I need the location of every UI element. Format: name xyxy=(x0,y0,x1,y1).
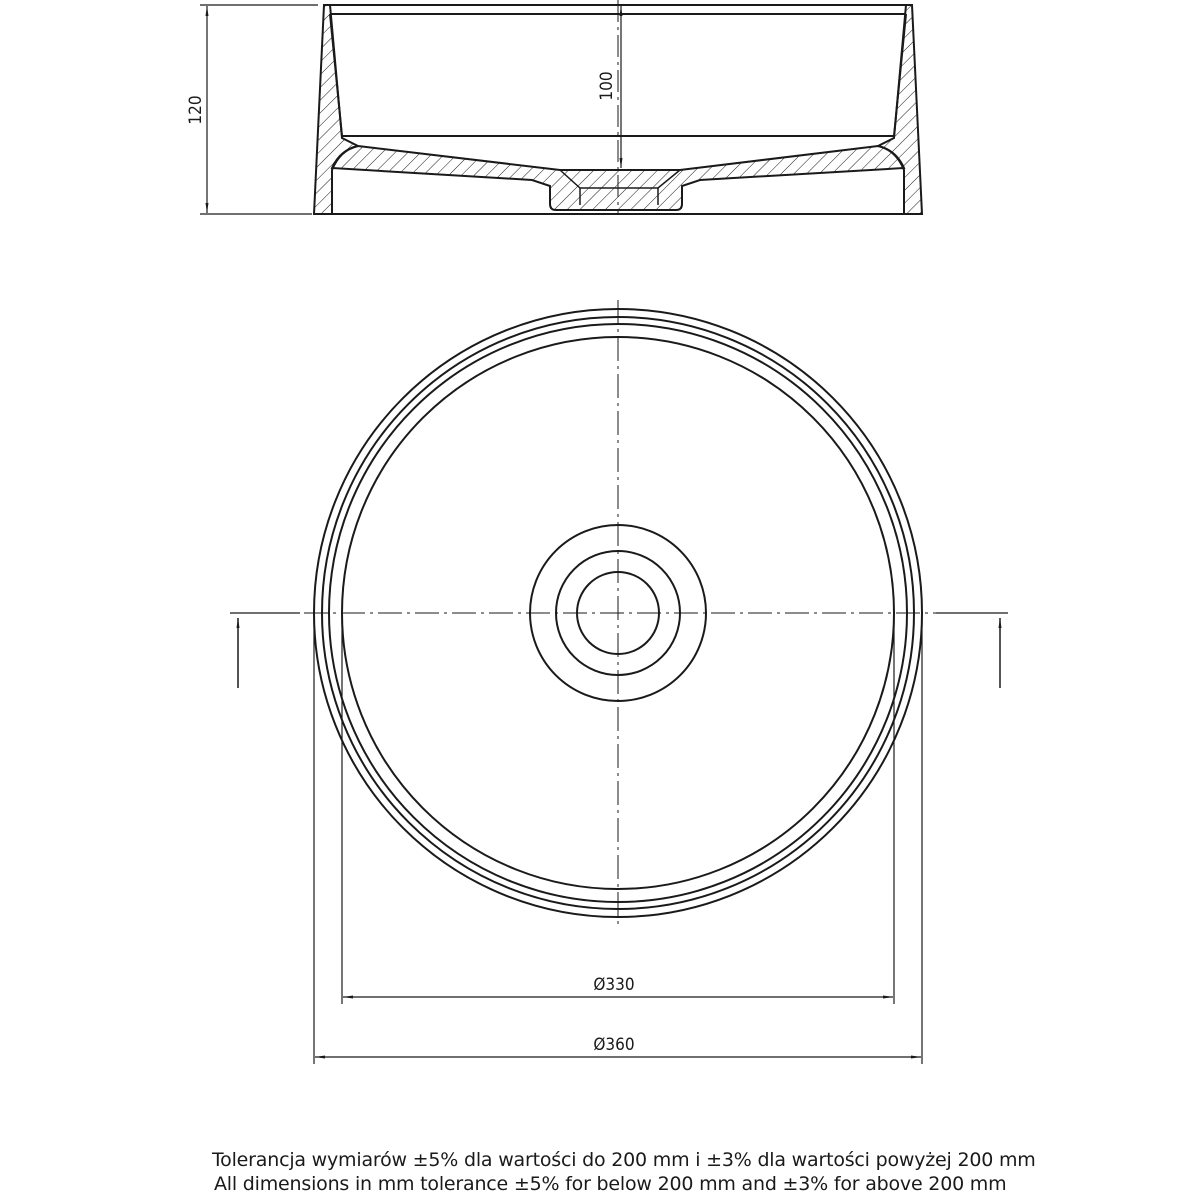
dimension-120 xyxy=(200,5,318,214)
left-wall-section xyxy=(314,5,358,214)
tolerance-note-en: All dimensions in mm tolerance ±5% for below 200 mm and ±3% for above 200 mm xyxy=(214,1173,1007,1195)
height-120-label: 120 xyxy=(186,95,206,125)
tolerance-note-pl: Tolerancja wymiarów ±5% dla wartości do 200 mm i ±3% dla wartości powyżej 200 mm xyxy=(212,1149,1036,1171)
diameter-360-label: Ø360 xyxy=(593,1035,635,1055)
right-wall-section xyxy=(878,5,922,214)
plan-centerlines xyxy=(230,300,1008,926)
height-100-label: 100 xyxy=(597,71,617,101)
section-marker-left xyxy=(230,613,300,688)
section-marker-right xyxy=(936,613,1008,688)
diameter-330-label: Ø330 xyxy=(593,975,635,995)
